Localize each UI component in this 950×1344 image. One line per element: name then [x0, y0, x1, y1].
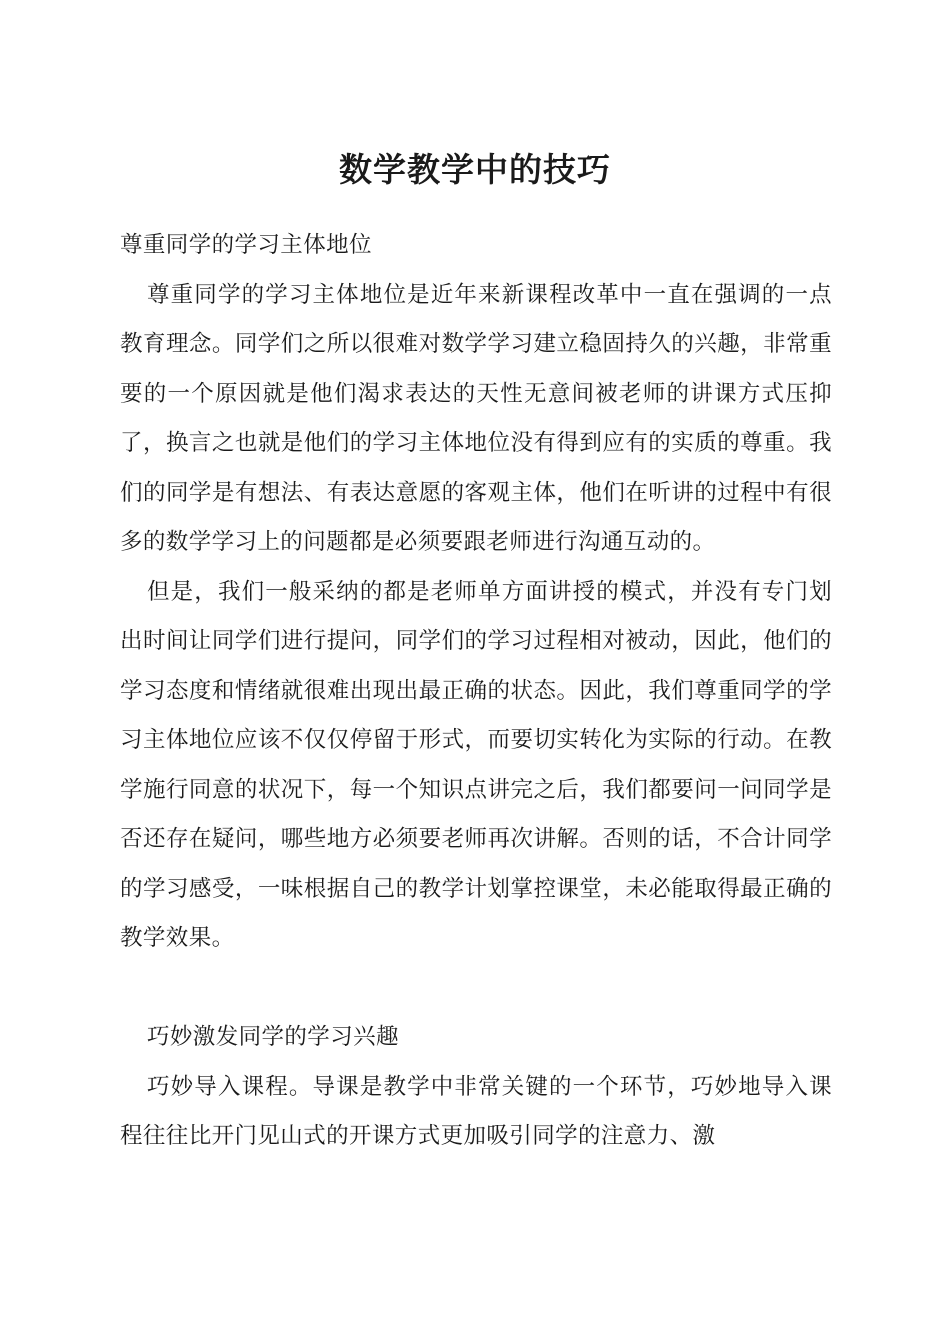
- paragraph-spacer: [120, 964, 832, 1014]
- paragraph: 巧妙导入课程。导课是教学中非常关键的一个环节，巧妙地导入课程往往比开门见山式的开课方式更加吸引同学的注意力、激: [120, 1073, 832, 1149]
- document-body: [120, 221, 832, 1162]
- document-title: 数学教学中的技巧: [339, 150, 611, 189]
- paragraph: 尊重同学的学习主体地位是近年来新课程改革中一直在强调的一点教育理念。同学们之所以很难对数学学习建立稳固持久的兴趣，非常重要的一个原因就是他们渴求表达的天性无意间被老师的讲课方式压抑了，换言之也就是他们的学习主体地位没有得到应有的实质的尊重。我们的同学是有想法、有表达意愿的客观主体，他们在听讲的过程中有很多的数学学习上的问题都是必须要跟老师进行沟通互动的。: [120, 281, 832, 555]
- section-heading: 巧妙激发同学的学习兴趣: [147, 1024, 399, 1050]
- section-heading: 尊重同学的学习主体地位: [120, 232, 372, 258]
- paragraph: 但是，我们一般采纳的都是老师单方面讲授的模式，并没有专门划出时间让同学们进行提问，同学们的学习过程相对被动，因此，他们的学习态度和情绪就很难出现出最正确的状态。因此，我们尊重同学的学习主体地位应该不仅仅停留于形式，而要切实转化为实际的行动。在教学施行同意的状况下，每一个知识点讲完之后，我们都要问一问同学是否还存在疑问，哪些地方必须要老师再次讲解。否则的话，不合计同学的学习感受，一味根据自己的教学计划掌控课堂，未必能取得最正确的教学效果。: [120, 578, 832, 951]
